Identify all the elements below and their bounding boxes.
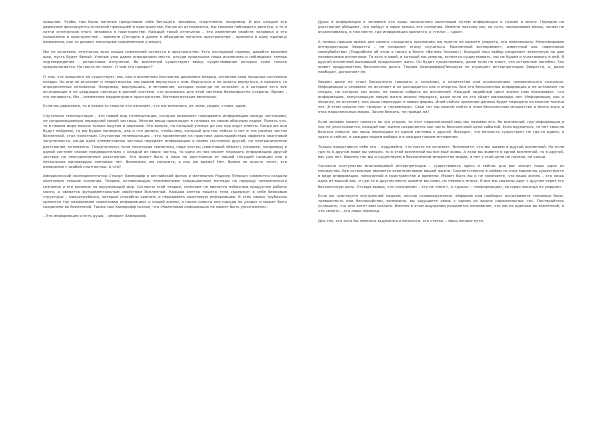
right-text-column [318,20,564,228]
paragraph: Уверен даже не стоит бесконечно говорить о сознании, о количестве или ограничениях человеческого сознания. Информация о человеке не исчезает и не распадается как и энергия. Вся эта бесконечная информация и не оставляет на следах, на которых мы жили, ее можно собрать во вселенной. Каждый подобный цикл жизни нам показывает, что информацию, запускающую новую жизнь можно передать, даже если на это уйдет миллиарды лет. Информация, как и энергия, не исчезает, она лишь переходит в новые формы. Иной сейчас хранение данных будет передано на многие тысячи лет. В этом смысле нет «вчера» и «позавчера». Свое «я» мы можем найти в этом бесконечном множестве и вечно жить в этих параллельных мирах. Зачем бежать, не правда ли? [318,79,564,115]
closing-line: Для тех, кто хотя бы немного задумался о вечности, эта статья – лишь начало пути. [318,218,485,223]
paragraph: Американский экспериментатор Стюарт Хамерофф и английский физик и математик Роджер Пенроуз совместно создали квантовую теорию сознания. Теорию, оставляющую неизменными традиционные взгляды на природу человеческого сознания и его влияние на окружающий мир. Согласно этой теории, сознание не является побочным продуктом работы мозга, а является фундаментальным свойством Вселенной. Каждая клетка нашего тела содержит в себе белковые структуры – микротрубочки, которые способны хранить и передавать квантовую информацию. В этих самых трубочках хранится так называемая «квантовая информация» о нашей жизни, а после смерти она никуда не уходит и может быть сохранена во Вселенной. Также сам Хамерофф сказал, что «Квантовая информация не может быть уничтожена». [43,174,287,209]
paragraph: Если человек может попасть во что угодно, то этот параллельный мир мы назовем его. Во вселенной, где информация о нас не уничтожается, каждый миг жизни сохраняется как часть бесконечной цепи событий. Если вдуматься, то нет смысла бояться смерти: мы лишь переходим от одной системы к другой. Выходит, что вечность существует не где-то вдали, а здесь и сейчас, в каждом нашем выборе и в каждом нашем мгновении. [318,119,564,140]
paragraph: Только представьте себе это – подумайте, что ничто не исчезает. Вспомните, что мы живем в другой вселенной. Но если где-то в другом мире вы умерли, то в этой вселенной вы все еще живы. А если вы живете в одной вселенной, то в другой, вас уже нет. Именно так мы и существуем в бесконечном множестве миров, и нет у этой цепи ни начала, ни конца. [318,144,564,159]
paragraph: Душа и информация о человеке это лишь записанная квантовым путем информация о голове и мозге. Передав на расстояние обещают, что найдут в мире запись его сознания. Именно поэтому мы, по сути, переживаем вновь, ничем не ограничиваясь, в том месте, где информация хранится, а «тело» – «дом». [318,20,564,35]
paragraph: А теперь пришло время для самого страшного признания: вы просто не можете умереть, это невозможно. Многомировая интерпретация Эверетта – не позволит этому случиться. Мысленный эксперимент, известный как «квантовое самоубийство» (Подробнее об этом я писал в блоге «Вечная Эльзия»). Каждый наш выбор разделяет вселенную на две независимые вселенные. То есть в моей, в которой мы умерли, остается существовать, мы не будем и участвовать в ней. В другой вселенной выживший продолжает жить. Он будет существовать, даже если не знает, что остальные погибли. Так живет продолжатель бесконечно долго. Теория Хамероффа/Пенроуза не отрицает интерпретацию Эверетта, а, даже наоборот, дополняет ее. [318,39,564,75]
paragraph: Если мы движемся, то в каком-то смысле это означает, что мы меняемся, не знаю, сидим, стоим, идем. [43,104,247,109]
paragraph: О том, что прошлого не существует, мы, как и вселенная постоянно движемся вперед, оставляя свои прошлые состояния позади. Но они не исчезают и теоретически, мы можем вернуться к ним. Вернуться и не просто вернуться, а прожить те определенные мгновения. Например, вернувшись, в мгновение, которое никогда не исчезает и в котором есть все исчезающие и не уходящие частицы в данной системе, что оказались для этой системы безвозвратно утеряны. Время – это ненависть. Мы – изменение параметров в пространстве. Математические величины. [43,74,287,99]
paragraph: Мы не исчезаем, отпечаток всех наших изменений остается в пространстве. Есть наглядный пример, давайте возьмём шар, пусть будет белый. Ученые уже давно определили место, откуда произошла наша вселенная и наблюдают теперь подтверждение – реликтовое излучение. Во вселенной существуют вещи, существование которых тоже только предполагается. Но никто не знает. О чем это говорит? [43,49,287,70]
left-text-column [43,20,287,224]
quote-line: - Это информация и есть душа, - уверяет Хамерофф. [43,214,147,219]
paragraph: прошлое. Чтобы там было понятие представим себе бегущего человека, спортсмена, например. И вот каждое его движение фиксируется отличной проекцией в пространстве. Когда он остановится, мы сможем наблюдать десятки, а то и сотни отпечатков этого человека в пространстве. Каждый такой отпечаток – это изменение свойств человека и его положения в пространстве – времени (Сегодня и далее я объединю понятия пространства – времени в одну единицу измерения, как то делают некоторые современные ученые). [43,20,287,45]
paragraph: Спутанная телепортация – это новый вид телепортации, которая позволяет передавать информацию между частицами, не сопровождаемую передачей самой частицы. Многие вещи происходят в головах не своим обычным ладом. Понять что-то в нашем мире можно только ощутив и пережив. Это вопрос, на который ученые до сих пор ищут ответы. Когда же они будут найдены, то мы будем понимать, как и что делать, чтобы мир, который для нас сейчас и нет в тех разных частях Вселенной, стал понятным. Спутанная телепортация – это применение на практике дальнодействия эффекта квантовой запутанности, когда одна элементарная частица передает информацию о своем состоянии другой, на неограниченное расстояние, мгновенно. Теоретически, если некоторая связанная, пара частиц (квантовый объект) (человек, например) в одной системе связан предварительно с каждой из своих частиц, то одна из них может передать информацию другой частице на неограниченное расстояние. Это может быть в паре на расстоянии от нашей текущей позиции или в нескольких миллиардах световых лет. Возможно, вы спросите, а как же время? Нет. Время не просто течет, это измерение с особой плотностью. А что? [43,113,287,169]
paragraph: Если вы чувствуете внутренний подъем, легкое головокружение, эйфорию или наоборот испытываете головные боли, тревожность или беспокойство, возможно, вы ощущаете связь с одним из ваших параллельных «я». Постарайтесь услышать, что они хотят вам сказать. Именно в этом ощущении рождается понимание, что мы не одиноки во вселенной, и что смерть – это лишь переход. [318,194,564,214]
paragraph: Согласно постулатам многомировой интерпретации – существовать здесь и сейчас для вас значит лишь одно из множества. Все остальные являются ответвлениями вашей жизни. Соответственно в любом из этих миров вы существуете в виде информации, записанной в пространстве и времени. Может быть вы и не замечаете, что ваша жизнь – это лишь одна из версий вас, и где-то в другом месте живете вы сами, но немного иначе. И все мы связаны друг с другом через эту бесконечную цепь. Отсюда вывод, что «сознание» – это не «мозг», а «душа» – «информация», которая никогда не умирает. [318,164,564,189]
